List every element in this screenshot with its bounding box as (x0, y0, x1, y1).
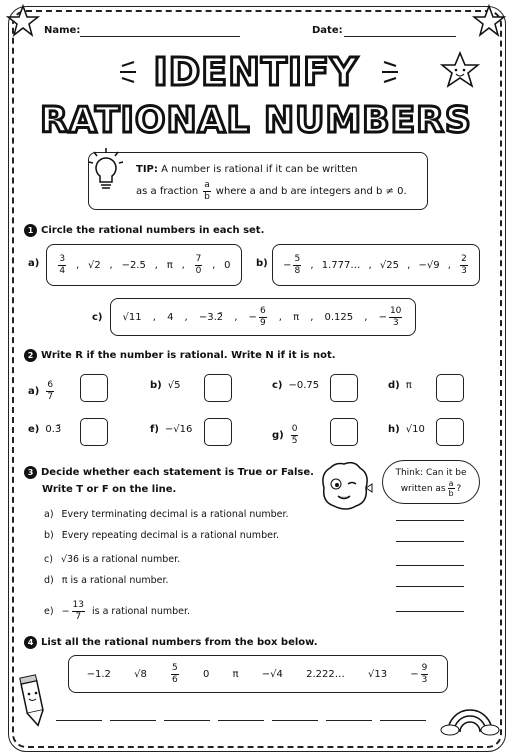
comma-separator: , (310, 259, 314, 271)
q1c-value: − $\frac{10}{3}$ (378, 305, 402, 328)
q1a-value: $\frac{3}{4}$ (59, 253, 66, 276)
comma-separator: , (234, 311, 238, 323)
q2-item-value: π (405, 380, 412, 391)
q2-item-label: e) (28, 424, 40, 435)
title-line1: IDENTIFY (153, 50, 359, 94)
q1a-set-box[interactable] (46, 244, 242, 286)
q3-heading (24, 466, 314, 479)
q4-value: √8 (134, 668, 147, 680)
q2-answer-box[interactable] (80, 418, 108, 446)
q4-answer-blank[interactable] (110, 720, 156, 721)
q2-answer-box[interactable] (80, 374, 108, 402)
comma-separator: , (75, 259, 80, 271)
q3-statement-label: b) (44, 530, 54, 541)
q2-item-value: √5 (167, 380, 181, 391)
q1a-value: 0 (224, 259, 231, 271)
q3-statement-label: a) (44, 509, 54, 520)
q3-text1: Decide whether each statement is True or False. (41, 467, 314, 478)
bubble-line2 (383, 479, 479, 498)
comma-separator: , (407, 259, 411, 271)
q3-statement-text: is a rational number. (91, 606, 191, 617)
q3-statement-label: d) (44, 575, 54, 586)
q2-item (388, 424, 425, 435)
q2-item (150, 424, 192, 435)
q1b-value: √25 (379, 259, 399, 271)
pencil-mascot-icon (14, 672, 54, 728)
sparkle-left-icon (118, 60, 146, 84)
q1c-value: 4 (167, 311, 174, 323)
q1-text: Circle the rational numbers in each set. (41, 225, 265, 236)
lightbulb-icon (86, 146, 126, 194)
q2-item-value: −√16 (164, 424, 193, 435)
q3-statement-text: Every terminating decimal is a rational number. (61, 509, 289, 520)
q3-answer-line[interactable] (396, 565, 464, 566)
q3-statement-text: π is a rational number. (61, 575, 169, 586)
q2-answer-box[interactable] (436, 374, 464, 402)
date-label: Date: (312, 25, 343, 36)
q3-answer-line[interactable] (396, 611, 464, 612)
monster-mascot-icon (316, 458, 374, 514)
name-field[interactable] (80, 36, 240, 37)
q2-item-value: $\frac{0}{5}$ (291, 424, 298, 446)
q2-item (388, 380, 412, 391)
q4-answer-blank[interactable] (272, 720, 318, 721)
q2-heading (24, 349, 336, 362)
q2-item-value: −0.75 (288, 380, 320, 391)
q3-statement-label: c) (44, 554, 53, 565)
comma-separator: , (181, 259, 185, 271)
bubble-text2: written as (400, 483, 446, 494)
q3-statement-fraction: − $\frac{13}{7}$ (61, 600, 84, 622)
q3-answer-line[interactable] (396, 586, 464, 587)
q4-text: List all the rational numbers from the box below. (41, 637, 318, 648)
q1-number: 1 (24, 224, 37, 237)
q4-heading (24, 636, 318, 649)
q4-value: π (232, 668, 239, 680)
q1c-value: 0.125 (324, 311, 354, 323)
comma-separator: , (154, 259, 158, 271)
q1c-set-box[interactable] (110, 298, 416, 336)
q2-number: 2 (24, 349, 37, 362)
tip-text1: A number is rational if it can be written (161, 164, 358, 175)
q3-text2: Write T or F on the line. (42, 484, 177, 495)
comma-separator: , (364, 311, 368, 323)
rainbow-icon (440, 696, 500, 736)
comma-separator: , (184, 311, 188, 323)
tip-frac-num: a (204, 180, 210, 190)
q2-item-label: a) (28, 386, 40, 397)
thought-bubble (382, 460, 480, 504)
q3-answer-line[interactable] (396, 541, 464, 542)
star-corner-icon (472, 4, 506, 38)
q3-statement-label: e) (44, 606, 54, 617)
q4-number-box (68, 655, 448, 693)
q1b-value: $\frac{2}{3}$ (461, 253, 467, 276)
q3-number: 3 (24, 466, 37, 479)
tip-line1 (136, 164, 358, 175)
comma-separator: , (278, 311, 282, 323)
q2-item (28, 380, 55, 403)
q2-item (28, 424, 61, 435)
q1a-label: a) (28, 258, 40, 269)
tip-label: TIP: (136, 164, 158, 175)
q2-text: Write R if the number is rational. Write N if it is not. (41, 350, 336, 361)
q4-value: −√4 (261, 668, 283, 680)
q2-item-label: d) (388, 380, 400, 391)
q4-value: −1.2 (86, 668, 111, 680)
q3-statement-text: Every repeating decimal is a rational number. (61, 530, 279, 541)
q1c-label: c) (92, 312, 103, 323)
q4-value: 2.222… (306, 668, 345, 680)
q4-answer-blank[interactable] (164, 720, 210, 721)
comma-separator: , (368, 259, 372, 271)
q3-statement (44, 509, 289, 520)
q2-item-value: 0.3̄ (45, 424, 62, 435)
q1a-value: −2.5 (121, 259, 146, 271)
date-field[interactable] (344, 36, 456, 37)
comma-separator: , (152, 311, 156, 323)
q2-answer-box[interactable] (330, 374, 358, 402)
q4-value: $\frac{5}{6}$ (172, 662, 178, 685)
q3-statement (44, 600, 190, 623)
bubble-frac-den: b (448, 489, 454, 498)
bubble-frac-num: a (448, 479, 454, 488)
name-label: Name: (44, 25, 81, 36)
q2-item (272, 380, 319, 391)
q2-item-label: h) (388, 424, 400, 435)
bubble-line1: Think: Can it be (395, 468, 467, 478)
q1c-value: −3.2̄ (198, 311, 224, 323)
q1-heading (24, 224, 264, 237)
q2-answer-box[interactable] (204, 418, 232, 446)
q4-value: − $\frac{9}{3}$ (410, 662, 428, 685)
tip-text2a: as a fraction (136, 186, 199, 197)
q4-value: √13 (367, 668, 388, 680)
q4-value: 0 (202, 668, 210, 680)
q4-answer-blank[interactable] (326, 720, 372, 721)
q2-item-label: f) (150, 424, 159, 435)
q2-item-value: √10 (405, 424, 425, 435)
comma-separator: , (109, 259, 113, 271)
q3-answer-line[interactable] (396, 520, 464, 521)
q3-statement (44, 554, 180, 565)
tip-frac-den: b (204, 192, 210, 202)
tip-fraction (203, 180, 211, 203)
star-corner-icon (6, 4, 40, 38)
q4-answer-blank[interactable] (218, 720, 264, 721)
title-line2: RATIONAL NUMBERS (40, 100, 472, 141)
q1b-set-box[interactable] (272, 244, 480, 286)
q3-statement (44, 530, 279, 541)
q1b-value: − $\frac{5}{8}$ (283, 253, 301, 276)
q1a-value: π (166, 259, 173, 271)
q2-item-label: c) (272, 380, 283, 391)
tip-text2b: where a and b are integers and b ≠ 0. (215, 186, 407, 197)
q2-answer-box[interactable] (330, 418, 358, 446)
q2-item (150, 380, 180, 391)
q1c-value: π (293, 311, 300, 323)
q1b-value: −√9 (418, 259, 440, 271)
sparkle-right-icon (372, 60, 400, 84)
bubble-fraction (448, 479, 455, 498)
q1a-value: √2 (87, 259, 101, 271)
q3-statement-text: √36 is a rational number. (60, 554, 181, 565)
q4-answer-blank[interactable] (380, 720, 426, 721)
q1b-label: b) (256, 258, 268, 269)
q3-statement (44, 575, 169, 586)
q2-item-value: $\frac{6}{7}$ (47, 380, 54, 402)
q1b-value: 1.777… (321, 259, 361, 271)
comma-separator: , (310, 311, 314, 323)
tip-line2 (136, 180, 407, 203)
q1c-value: − $\frac{6}{9}$ (248, 305, 266, 328)
bubble-qmark: ? (456, 483, 462, 494)
q2-item (272, 424, 299, 447)
q2-item-label: b) (150, 380, 162, 391)
smiling-star-icon (440, 50, 480, 90)
q2-answer-box[interactable] (436, 418, 464, 446)
q2-item-label: g) (272, 430, 284, 441)
q2-answer-box[interactable] (204, 374, 232, 402)
q1c-value: √11 (122, 311, 142, 323)
q4-answer-blank[interactable] (56, 720, 102, 721)
q4-number: 4 (24, 636, 37, 649)
q1a-value: $\frac{7}{0}$ (195, 253, 202, 276)
comma-separator: , (447, 259, 451, 271)
comma-separator: , (212, 259, 216, 271)
